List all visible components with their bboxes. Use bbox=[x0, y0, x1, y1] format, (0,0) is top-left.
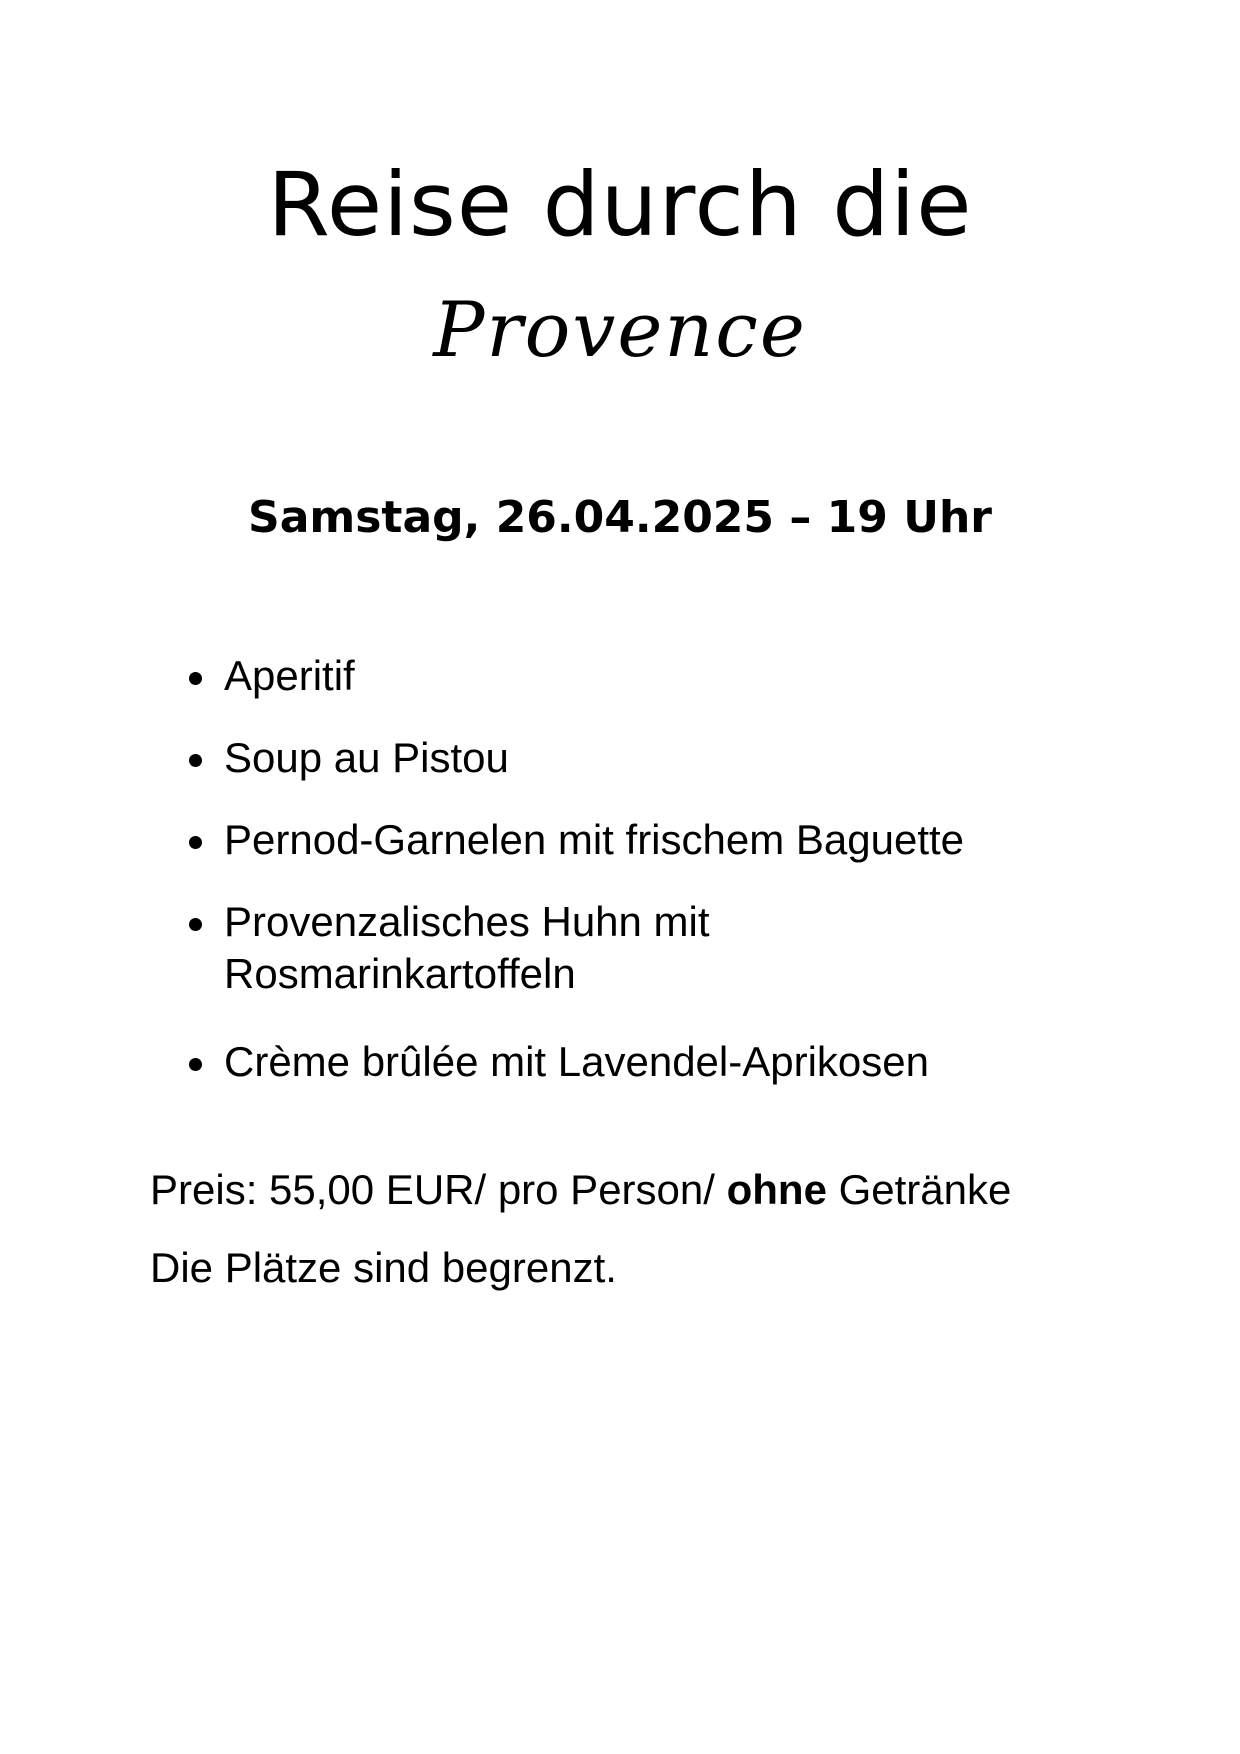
bullet-icon bbox=[189, 754, 202, 767]
bullet-icon bbox=[189, 1058, 202, 1071]
menu-item-text: Pernod-Garnelen mit frischem Baguette bbox=[224, 816, 965, 863]
menu-item-text: Provenzalisches Huhn mit Rosmarinkartoffeln bbox=[224, 898, 710, 997]
price-emphasis: ohne bbox=[726, 1166, 827, 1213]
menu-item-text: Aperitif bbox=[224, 652, 355, 699]
price-prefix: Preis: 55,00 EUR/ pro Person/ bbox=[150, 1166, 727, 1213]
menu-item-text: Crème brûlée mit Lavendel-Aprikosen bbox=[224, 1038, 929, 1085]
price-suffix: Getränke bbox=[826, 1166, 1012, 1213]
bullet-icon bbox=[189, 672, 202, 685]
title-line-1: Reise durch die bbox=[267, 153, 973, 256]
menu-item-text: Soup au Pistou bbox=[224, 734, 509, 781]
bullet-icon bbox=[189, 836, 202, 849]
availability-note: Die Plätze sind begrenzt. bbox=[150, 1244, 617, 1291]
price-line bbox=[150, 1164, 1210, 1216]
title-line-2-script: Provence bbox=[433, 285, 807, 374]
event-date: Samstag, 26.04.2025 – 19 Uhr bbox=[248, 492, 992, 543]
bullet-icon bbox=[189, 918, 202, 931]
